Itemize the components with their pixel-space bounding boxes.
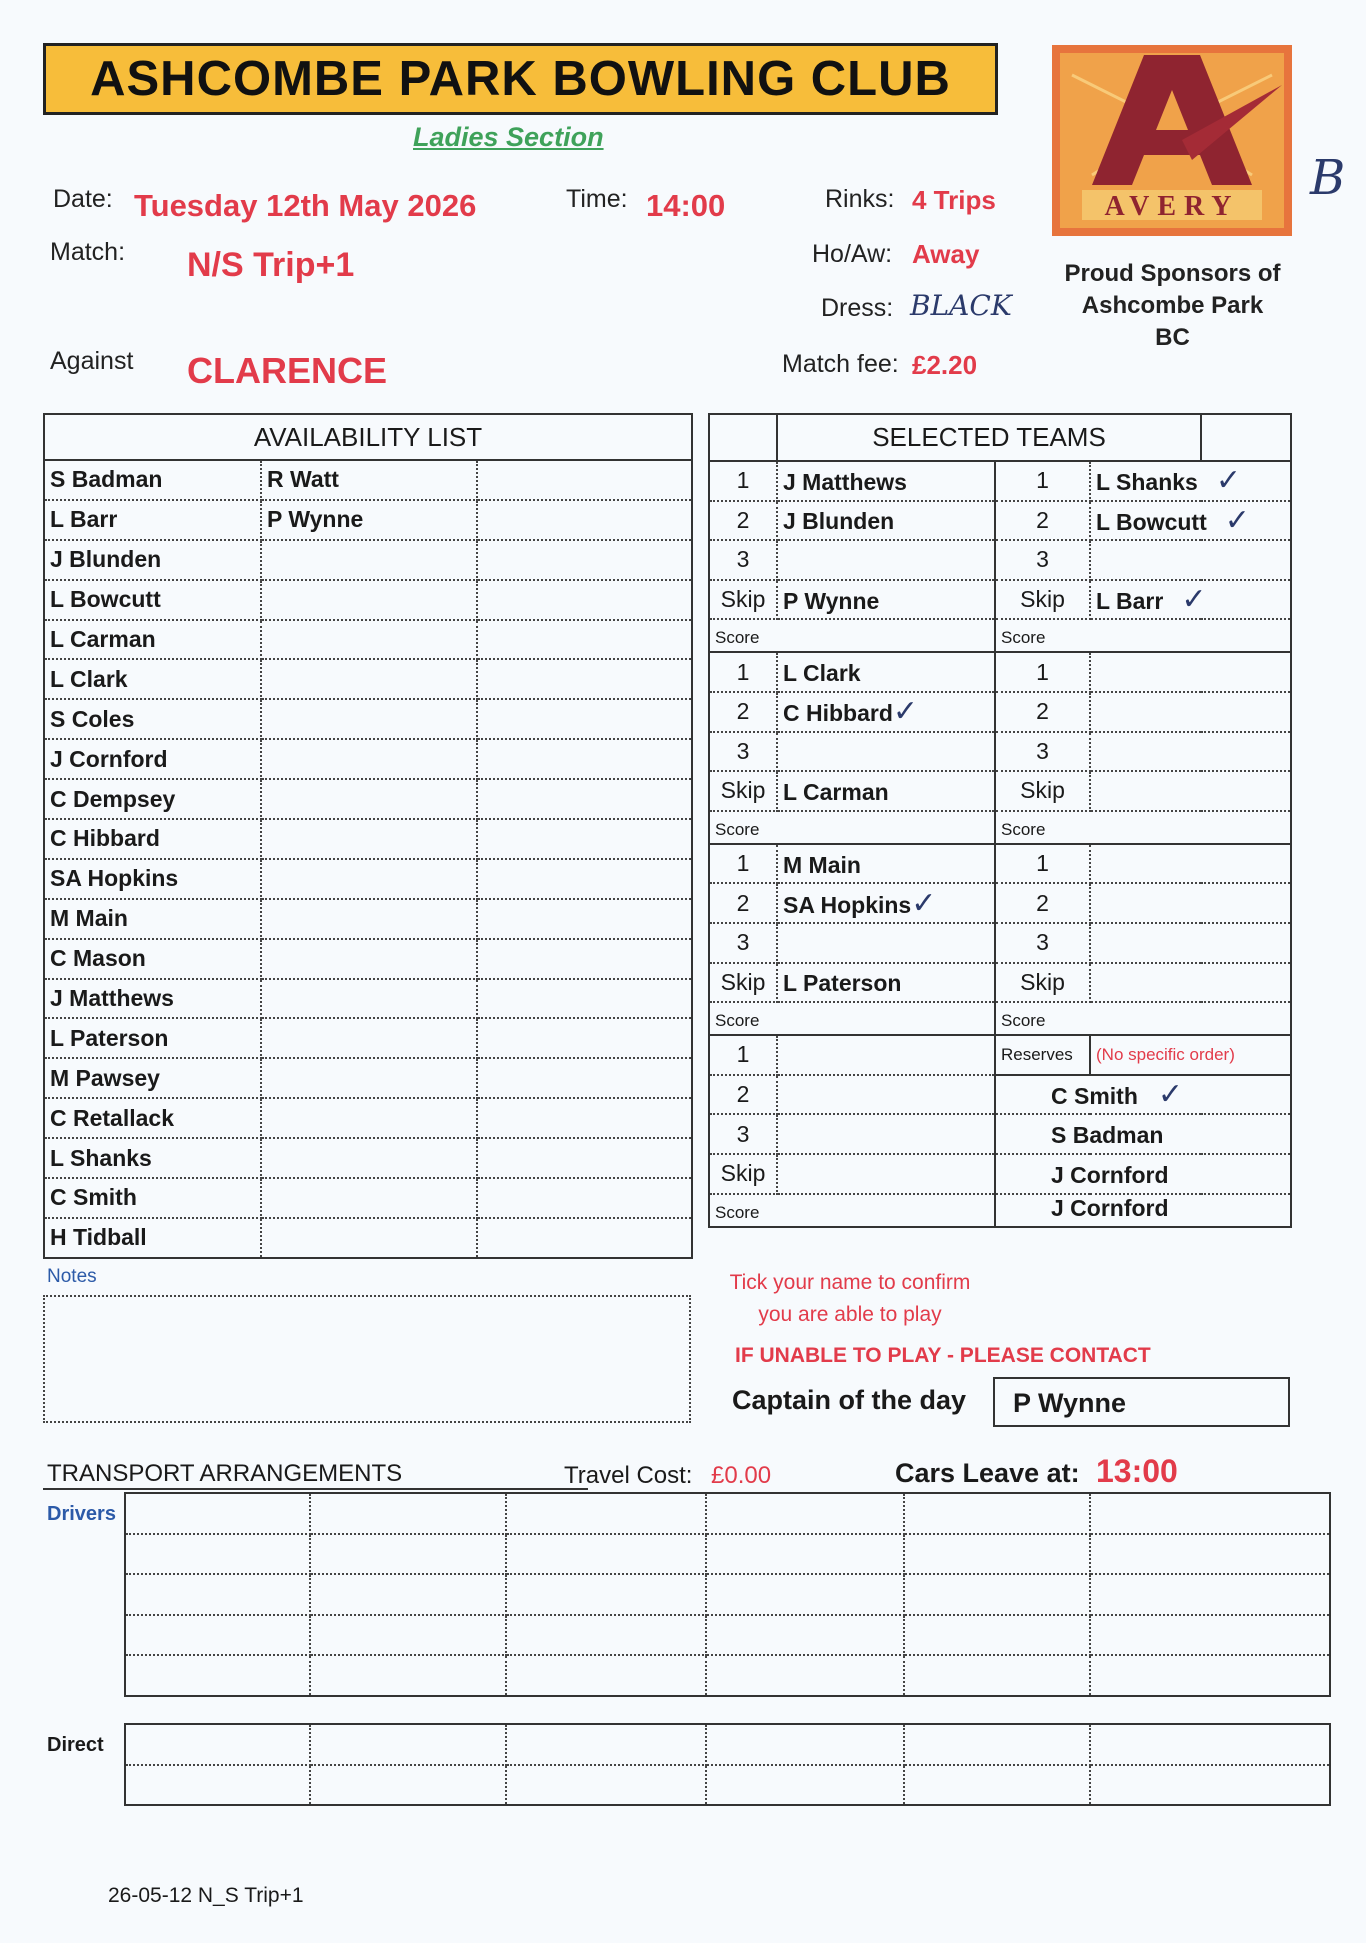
grid-cell[interactable] <box>506 1615 706 1656</box>
team-row <box>709 883 1291 923</box>
availability-blank <box>477 500 692 540</box>
player-name <box>1090 844 1291 884</box>
hoaw-value: Away <box>912 239 980 269</box>
position-label: Skip <box>709 1154 777 1194</box>
availability-row <box>44 819 692 859</box>
availability-row <box>44 859 692 899</box>
contact-message: IF UNABLE TO PLAY - PLEASE CONTACT <box>735 1344 1151 1367</box>
grid-cell[interactable] <box>506 1655 706 1696</box>
player-name-text: L Clark <box>783 660 861 687</box>
availability-blank <box>477 899 692 939</box>
availability-name: S Badman <box>44 460 261 500</box>
position-label: Skip <box>709 771 777 811</box>
position-label: 3 <box>709 1114 777 1154</box>
notes-label: Notes <box>47 1266 97 1287</box>
position-label: Skip <box>995 771 1090 811</box>
player-name-text: L Bowcutt <box>1096 508 1207 535</box>
position-label: 1 <box>995 844 1090 884</box>
against-value: CLARENCE <box>187 350 388 391</box>
notes-box[interactable] <box>43 1295 691 1423</box>
player-name-text: P Wynne <box>783 587 880 614</box>
availability-blank <box>477 1178 692 1218</box>
selected-teams-table <box>708 413 1292 1228</box>
team-row <box>709 771 1291 811</box>
availability-name: C Mason <box>44 939 261 979</box>
grid-cell[interactable] <box>1090 1534 1330 1575</box>
availability-name: L Bowcutt <box>44 580 261 620</box>
player-name <box>777 580 995 620</box>
grid-row <box>125 1534 1330 1575</box>
grid-cell[interactable] <box>506 1765 706 1806</box>
grid-cell[interactable] <box>506 1574 706 1615</box>
logo-text: AVERY <box>1104 191 1240 222</box>
position-label: Skip <box>995 963 1090 1003</box>
position-label: 3 <box>995 923 1090 963</box>
footer-ref: 26-05-12 N_S Trip+1 <box>108 1884 304 1907</box>
grid-cell[interactable] <box>310 1655 505 1696</box>
grid-cell[interactable] <box>125 1574 310 1615</box>
availability-name: L Carman <box>44 620 261 660</box>
grid-cell[interactable] <box>1090 1765 1330 1806</box>
grid-row <box>125 1574 1330 1615</box>
position-label: 3 <box>995 732 1090 772</box>
position-label: Skip <box>709 580 777 620</box>
player-name-text: L Carman <box>783 778 889 805</box>
grid-cell[interactable] <box>506 1493 706 1534</box>
time-label: Time: <box>566 185 628 213</box>
grid-cell[interactable] <box>904 1655 1089 1696</box>
availability-name: S Coles <box>44 699 261 739</box>
grid-cell[interactable] <box>706 1574 904 1615</box>
availability-name: H Tidball <box>44 1218 261 1258</box>
grid-row <box>125 1493 1330 1534</box>
fee-value: £2.20 <box>912 350 978 380</box>
grid-cell[interactable] <box>1090 1655 1330 1696</box>
fee-label: Match fee: <box>782 350 899 378</box>
availability-row <box>44 500 692 540</box>
position-label: 1 <box>709 461 777 501</box>
player-name-text: J Blunden <box>783 508 895 535</box>
direct-grid[interactable] <box>124 1723 1331 1806</box>
availability-name: L Paterson <box>44 1018 261 1058</box>
player-name <box>777 1114 995 1154</box>
grid-cell[interactable] <box>125 1724 310 1765</box>
availability-blank <box>477 979 692 1019</box>
player-name <box>777 652 995 692</box>
grid-row <box>125 1724 1330 1765</box>
score-row <box>709 619 1291 652</box>
sponsor-line3: BC <box>1155 324 1190 351</box>
position-label: 2 <box>709 883 777 923</box>
score-row <box>709 1194 1291 1227</box>
reserve-player <box>995 1114 1291 1154</box>
availability-blank <box>477 580 692 620</box>
availability-name <box>261 1218 477 1258</box>
position-label: 2 <box>995 501 1090 541</box>
availability-blank <box>477 1218 692 1258</box>
against-label: Against <box>50 347 134 375</box>
availability-blank <box>477 939 692 979</box>
team-row <box>709 501 1291 541</box>
availability-blank <box>477 1138 692 1178</box>
cars-leave-label: Cars Leave at: <box>895 1458 1080 1488</box>
availability-row <box>44 779 692 819</box>
grid-cell[interactable] <box>125 1615 310 1656</box>
availability-name: L Barr <box>44 500 261 540</box>
check-icon: ✓ <box>892 695 919 729</box>
grid-cell[interactable] <box>904 1534 1089 1575</box>
grid-cell[interactable] <box>904 1724 1089 1765</box>
hoaw-label: Ho/Aw: <box>812 240 893 268</box>
grid-cell[interactable] <box>506 1724 706 1765</box>
player-name <box>777 732 995 772</box>
availability-blank <box>477 1098 692 1138</box>
score-label: Score <box>709 1002 995 1035</box>
avery-logo-graphic <box>1052 45 1292 236</box>
availability-row <box>44 1058 692 1098</box>
player-name <box>1090 652 1291 692</box>
team-row <box>709 923 1291 963</box>
tick-message-line2: you are able to play <box>758 1303 942 1326</box>
grid-cell[interactable] <box>706 1765 904 1806</box>
availability-name <box>261 859 477 899</box>
grid-cell[interactable] <box>706 1655 904 1696</box>
availability-row <box>44 979 692 1019</box>
position-label: 2 <box>709 692 777 732</box>
reserve-name: J Cornford <box>1051 1161 1169 1188</box>
reserve-name: C Smith <box>1051 1083 1138 1110</box>
check-icon: ✓ <box>1215 464 1241 498</box>
player-name <box>777 1075 995 1115</box>
position-label: 3 <box>709 732 777 772</box>
travel-cost-label: Travel Cost: <box>564 1462 693 1489</box>
reserve-name: J Cornford <box>1051 1195 1169 1221</box>
grid-cell[interactable] <box>1090 1574 1330 1615</box>
reserves-label: Reserves <box>995 1035 1090 1075</box>
position-label: Skip <box>995 580 1090 620</box>
availability-blank <box>477 859 692 899</box>
position-label: 1 <box>709 1035 777 1075</box>
availability-name <box>261 899 477 939</box>
availability-name: R Watt <box>261 460 477 500</box>
player-name <box>1090 501 1291 541</box>
player-name <box>1090 461 1291 501</box>
availability-name <box>261 1138 477 1178</box>
player-name-text: J Matthews <box>783 468 907 495</box>
date-label: Date: <box>53 185 113 213</box>
check-icon: ✓ <box>911 886 937 920</box>
time-value: 14:00 <box>646 188 726 223</box>
availability-name: M Main <box>44 899 261 939</box>
grid-cell[interactable] <box>904 1765 1089 1806</box>
team-row <box>709 1114 1291 1154</box>
availability-row <box>44 1098 692 1138</box>
position-label: 1 <box>709 844 777 884</box>
player-name <box>1090 540 1291 580</box>
availability-blank <box>477 1018 692 1058</box>
position-label: 2 <box>709 1075 777 1115</box>
availability-name <box>261 1098 477 1138</box>
team-row <box>709 1035 1291 1075</box>
availability-blank <box>477 779 692 819</box>
player-name-text: C Hibbard <box>783 700 893 727</box>
availability-name: L Clark <box>44 659 261 699</box>
cars-leave-value: 13:00 <box>1096 1453 1178 1489</box>
grid-cell[interactable] <box>310 1574 505 1615</box>
player-name <box>777 1154 995 1194</box>
availability-blank <box>477 460 692 500</box>
player-name <box>1090 923 1291 963</box>
grid-cell[interactable] <box>310 1534 505 1575</box>
availability-blank <box>477 1058 692 1098</box>
drivers-grid[interactable] <box>124 1492 1331 1697</box>
grid-cell[interactable] <box>125 1534 310 1575</box>
position-label: 2 <box>995 692 1090 732</box>
grid-cell[interactable] <box>1090 1493 1330 1534</box>
position-label: 3 <box>709 540 777 580</box>
availability-name <box>261 1178 477 1218</box>
position-label: 1 <box>995 652 1090 692</box>
team-row <box>709 580 1291 620</box>
position-label: 2 <box>995 883 1090 923</box>
availability-row <box>44 540 692 580</box>
reserve-player <box>995 1154 1291 1194</box>
grid-cell[interactable] <box>310 1765 505 1806</box>
transport-divider <box>43 1488 588 1490</box>
availability-name: C Dempsey <box>44 779 261 819</box>
position-label: 1 <box>709 652 777 692</box>
availability-name: L Shanks <box>44 1138 261 1178</box>
availability-name <box>261 979 477 1019</box>
availability-name: C Smith <box>44 1178 261 1218</box>
player-name <box>1090 963 1291 1003</box>
availability-name: M Pawsey <box>44 1058 261 1098</box>
player-name <box>777 883 995 923</box>
availability-title: AVAILABILITY LIST <box>44 414 692 460</box>
player-name <box>1090 732 1291 772</box>
direct-label: Direct <box>47 1734 104 1756</box>
grid-cell[interactable] <box>125 1655 310 1696</box>
position-label: 1 <box>995 461 1090 501</box>
rinks-value: 4 Trips <box>912 185 996 215</box>
team-row <box>709 540 1291 580</box>
availability-name <box>261 659 477 699</box>
grid-cell[interactable] <box>310 1724 505 1765</box>
availability-row <box>44 1178 692 1218</box>
availability-row <box>44 899 692 939</box>
team-row <box>709 732 1291 772</box>
grid-cell[interactable] <box>506 1534 706 1575</box>
availability-row <box>44 1218 692 1258</box>
player-name <box>777 540 995 580</box>
availability-name <box>261 580 477 620</box>
availability-name <box>261 739 477 779</box>
grid-cell[interactable] <box>904 1493 1089 1534</box>
availability-row <box>44 659 692 699</box>
availability-row <box>44 739 692 779</box>
grid-cell[interactable] <box>904 1574 1089 1615</box>
position-label: 2 <box>709 501 777 541</box>
grid-cell[interactable] <box>1090 1615 1330 1656</box>
check-icon: ✓ <box>1181 583 1207 617</box>
grid-cell[interactable] <box>706 1534 904 1575</box>
reserve-name: S Badman <box>1051 1122 1164 1149</box>
transport-label: TRANSPORT ARRANGEMENTS <box>47 1460 403 1487</box>
date-value: Tuesday 12th May 2026 <box>134 188 477 223</box>
grid-row <box>125 1765 1330 1806</box>
player-name-text: L Barr <box>1096 588 1164 615</box>
availability-name <box>261 1058 477 1098</box>
team-row <box>709 692 1291 732</box>
dress-value: BLACK <box>910 289 1012 322</box>
grid-cell[interactable] <box>310 1493 505 1534</box>
availability-name <box>261 1018 477 1058</box>
availability-blank <box>477 540 692 580</box>
section-title: Ladies Section <box>413 122 604 152</box>
availability-name <box>261 699 477 739</box>
score-label: Score <box>995 619 1291 652</box>
player-name <box>1090 771 1291 811</box>
rinks-label: Rinks: <box>825 185 895 213</box>
score-label: Score <box>709 619 995 652</box>
player-name <box>777 923 995 963</box>
player-name <box>777 771 995 811</box>
grid-cell[interactable] <box>125 1765 310 1806</box>
reserve-player <box>995 1194 1291 1227</box>
player-name <box>777 692 995 732</box>
availability-name <box>261 939 477 979</box>
availability-row <box>44 460 692 500</box>
availability-row <box>44 939 692 979</box>
grid-cell[interactable] <box>125 1493 310 1534</box>
availability-blank <box>477 819 692 859</box>
player-name-text: M Main <box>783 851 861 878</box>
availability-name: SA Hopkins <box>44 859 261 899</box>
availability-row <box>44 699 692 739</box>
drivers-label: Drivers <box>47 1503 116 1525</box>
team-row <box>709 652 1291 692</box>
check-icon: ✓ <box>1224 503 1250 537</box>
position-label: Skip <box>709 963 777 1003</box>
player-name <box>1090 580 1291 620</box>
team-row <box>709 461 1291 501</box>
sponsor-text <box>1030 258 1315 354</box>
availability-blank <box>477 620 692 660</box>
availability-row <box>44 580 692 620</box>
dress-label: Dress: <box>821 294 894 322</box>
club-banner <box>43 43 998 115</box>
score-label: Score <box>709 811 995 844</box>
player-name <box>777 501 995 541</box>
player-name-text: L Paterson <box>783 970 902 997</box>
avery-logo <box>1052 45 1292 236</box>
position-label: 3 <box>995 540 1090 580</box>
grid-cell[interactable] <box>706 1493 904 1534</box>
check-icon: ✓ <box>1157 1078 1184 1112</box>
player-name <box>1090 692 1291 732</box>
club-name: ASHCOMBE PARK BOWLING CLUB <box>90 52 951 106</box>
score-label: Score <box>709 1194 995 1227</box>
availability-name <box>261 819 477 859</box>
availability-blank <box>477 659 692 699</box>
grid-cell[interactable] <box>1090 1724 1330 1765</box>
availability-name <box>261 779 477 819</box>
position-label: 3 <box>709 923 777 963</box>
availability-row <box>44 620 692 660</box>
match-value: N/S Trip+1 <box>187 246 355 284</box>
player-name <box>777 461 995 501</box>
availability-name: C Retallack <box>44 1098 261 1138</box>
match-label: Match: <box>50 238 126 266</box>
score-label: Score <box>995 1002 1291 1035</box>
player-name-text: L Shanks <box>1096 469 1198 496</box>
score-row <box>709 1002 1291 1035</box>
player-name <box>1090 883 1291 923</box>
grid-row <box>125 1655 1330 1696</box>
captain-label: Captain of the day <box>732 1385 967 1415</box>
availability-name <box>261 620 477 660</box>
team-row <box>709 844 1291 884</box>
availability-row <box>44 1138 692 1178</box>
grid-cell[interactable] <box>706 1724 904 1765</box>
player-name <box>777 963 995 1003</box>
availability-name: J Cornford <box>44 739 261 779</box>
tick-message <box>714 1267 986 1331</box>
player-name-text: SA Hopkins <box>783 891 912 918</box>
availability-blank <box>477 699 692 739</box>
availability-name <box>261 540 477 580</box>
availability-blank <box>477 739 692 779</box>
tick-message-line1: Tick your name to confirm <box>729 1271 971 1294</box>
reserves-note: (No specific order) <box>1090 1035 1291 1075</box>
score-label: Score <box>995 811 1291 844</box>
grid-cell[interactable] <box>904 1615 1089 1656</box>
score-row <box>709 811 1291 844</box>
player-name <box>777 1035 995 1075</box>
handwritten-mark: B <box>1310 150 1346 206</box>
selected-title: SELECTED TEAMS <box>777 414 1201 461</box>
sponsor-line1: Proud Sponsors of <box>1064 260 1281 287</box>
grid-cell[interactable] <box>706 1615 904 1656</box>
team-row <box>709 963 1291 1003</box>
availability-name: J Matthews <box>44 979 261 1019</box>
captain-name: P Wynne <box>993 1377 1290 1427</box>
grid-row <box>125 1615 1330 1656</box>
availability-row <box>44 1018 692 1058</box>
availability-name: J Blunden <box>44 540 261 580</box>
sponsor-line2: Ashcombe Park <box>1081 292 1264 319</box>
availability-name: C Hibbard <box>44 819 261 859</box>
availability-table <box>43 413 693 1259</box>
grid-cell[interactable] <box>310 1615 505 1656</box>
availability-name: P Wynne <box>261 500 477 540</box>
player-name <box>777 844 995 884</box>
travel-cost-value: £0.00 <box>711 1462 772 1489</box>
reserve-player <box>995 1075 1291 1115</box>
team-row <box>709 1154 1291 1194</box>
team-row <box>709 1075 1291 1115</box>
